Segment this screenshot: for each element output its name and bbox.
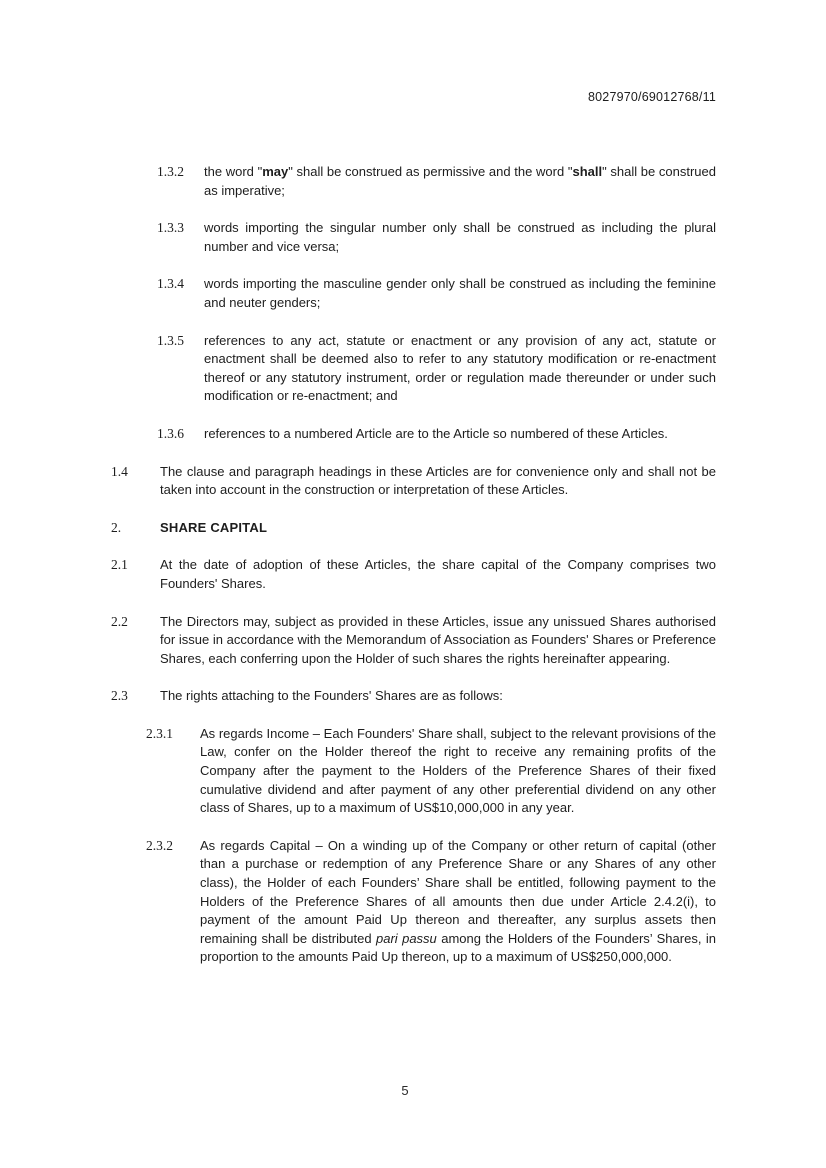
clause-text: At the date of adoption of these Articles, the share capital of the Company comprises two Founders' Shares. <box>160 557 716 591</box>
clause-text: The clause and paragraph headings in these Articles are for convenience only and shall not be taken into account in the construction or interpretation of these Articles. <box>160 463 716 498</box>
clause-text: SHARE CAPITAL <box>160 519 268 535</box>
clause-number: 1.3.2 <box>157 164 184 179</box>
clause-row <box>0 613 826 669</box>
clause-number: 2.2 <box>111 613 128 629</box>
clause-row <box>0 275 826 312</box>
clause-number: 1.3.3 <box>157 220 184 236</box>
clause-list <box>0 163 826 986</box>
clause-row <box>0 463 826 500</box>
clause-text: references to any act, statute or enactment or any provision of any act, statute or enactment shall be deemed also to refer to any statutory modification or re-enactment thereof or any statutory instrument, order or regulation made thereunder or under such modification or re-enactment; and <box>204 332 716 404</box>
clause-number: 2. <box>111 519 122 535</box>
clause-number: 1.4 <box>111 463 128 479</box>
clause-row <box>0 163 826 200</box>
clause-text: As regards Income – Each Founders' Share shall, subject to the relevant provisions of the Law, confer on the Holder thereof the right to receive any remaining profits of the Company after the payment to the Holders of the Preference Shares of their fixed cumulative dividend and after payment of any other preferential dividend on any other class of Shares, up to a maximum of US$10,000,000 in any year. <box>200 725 716 816</box>
clause-number: 2.1 <box>111 557 128 573</box>
clause-text: references to a numbered Article are to the Article so numbered of these Articles. <box>204 425 668 441</box>
clause-row <box>0 519 826 538</box>
clause-text: The rights attaching to the Founders' Shares are as follows: <box>160 688 503 704</box>
clause-row <box>0 556 826 593</box>
clause-row <box>0 837 826 967</box>
clause-row <box>0 332 826 406</box>
clause-number: 1.3.6 <box>157 425 184 441</box>
clause-number: 2.3 <box>111 688 128 704</box>
page-number: 5 <box>401 1083 409 1098</box>
clause-row <box>0 425 826 444</box>
clause-row <box>0 687 826 706</box>
clause-number: 1.3.5 <box>157 332 184 348</box>
clause-text: the word "may" shall be construed as permissive and the word "shall" shall be construed as imperative; <box>204 164 716 198</box>
clause-text: As regards Capital – On a winding up of the Company or other return of capital (other than a purchase or redemption of any Preference Share or any Shares of any other class), the Holder of each Founders’ Share shall be entitled, following payment to the Holders of the Preference Shares of all amounts then due under Article 2.4.2(i), to payment of the amount Paid Up thereon and thereafter, any surplus assets then remaining shall be distributed pari passu among the Holders of the Founders’ Shares, in proportion to the amounts Paid Up thereon, up to a maximum of US$250,000,000. <box>200 837 716 965</box>
clause-number: 2.3.1 <box>146 725 173 741</box>
clause-text: The Directors may, subject as provided in these Articles, issue any unissued Shares authorised for issue in accordance with the Memorandum of Association as Founders' Shares or Preference Shares, each conferring upon the Holder of such shares the rights hereinafter appearing. <box>160 613 716 666</box>
clause-text: words importing the masculine gender only shall be construed as including the feminine and neuter genders; <box>204 276 716 310</box>
clause-number: 1.3.4 <box>157 276 184 292</box>
clause-text: words importing the singular number only shall be construed as including the plural number and vice versa; <box>204 220 716 254</box>
clause-row <box>0 725 826 818</box>
clause-row <box>0 219 826 256</box>
clause-number: 2.3.2 <box>146 837 173 853</box>
document-reference: 8027970/69012768/11 <box>587 90 716 104</box>
